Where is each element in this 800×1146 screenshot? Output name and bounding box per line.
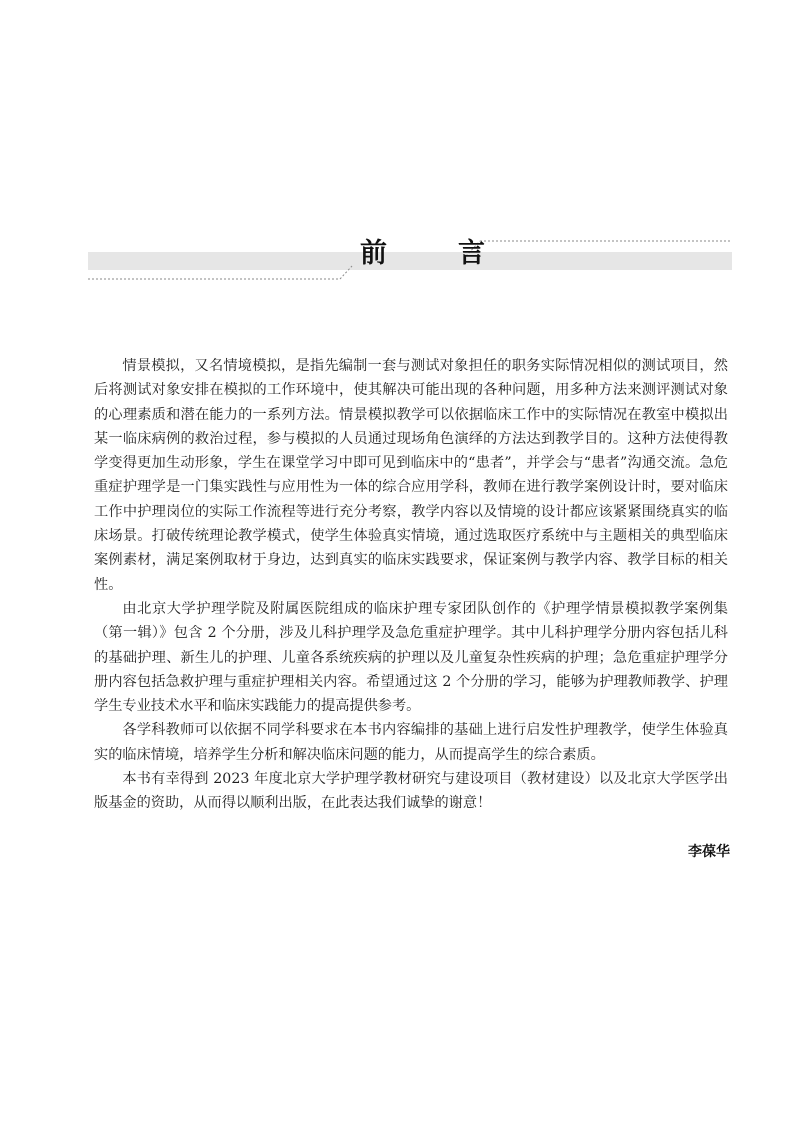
paragraph: 由北京大学护理学院及附属医院组成的临床护理专家团队创作的《护理学情景模拟教学案例集（第一辑）》包含 2 个分册，涉及儿科护理学及急危重症护理学。其中儿科护理学分册内容包括儿科的基础护理、新生儿的护理、儿童各系统疾病的护理以及儿童复杂性疾病的护理；急危重症护理学分册内容包括急救护理与重症护理相关内容。希望通过这 2 个分册的学习，能够为护理教师教学、护理学生专业技术水平和临床实践能力的提高提供参考。 [94, 600, 728, 715]
paragraph: 各学科教师可以依据不同学科要求在本书内容编排的基础上进行启发性护理教学，使学生体验真实的临床情境，培养学生分析和解决临床问题的能力，从而提高学生的综合素质。 [94, 722, 728, 763]
paragraph: 情景模拟，又名情境模拟，是指先编制一套与测试对象担任的职务实际情况相似的测试项目，然后将测试对象安排在模拟的工作环境中，使其解决可能出现的各种问题，用多种方法来测评测试对象的心理素质和潜在能力的一系列方法。情景模拟教学可以依据临床工作中的实际情况在教室中模拟出某一临床病例的救治过程，参与模拟的人员通过现场角色演绎的方法达到教学目的。这种方法使得教学变得更加生动形象，学生在课堂学习中即可见到临床中的“患者”，并学会与“患者”沟通交流。急危重症护理学是一门集实践性与应用性为一体的综合应用学科，教师在进行教学案例设计时，要对临床工作中护理岗位的实际工作流程等进行充分考察，教学内容以及情境的设计都应该紧紧围绕真实的临床场景。打破传统理论教学模式，使学生体验真实情境，通过选取医疗系统中与主题相关的典型临床案例素材，满足案例取材于身边，达到真实的临床实践要求，保证案例与教学内容、教学目标的相关性。 [94, 358, 728, 593]
title-rule-slant-left [340, 266, 352, 279]
author-signature: 李葆华 [688, 844, 730, 860]
paragraph: 本书有幸得到 2023 年度北京大学护理学教材研究与建设项目（教材建设）以及北京大学医学出版基金的资助，从而得以顺利出版，在此表达我们诚挚的谢意！ [94, 771, 728, 812]
page-title: 前 言 [360, 238, 507, 269]
preface-body [94, 354, 728, 816]
